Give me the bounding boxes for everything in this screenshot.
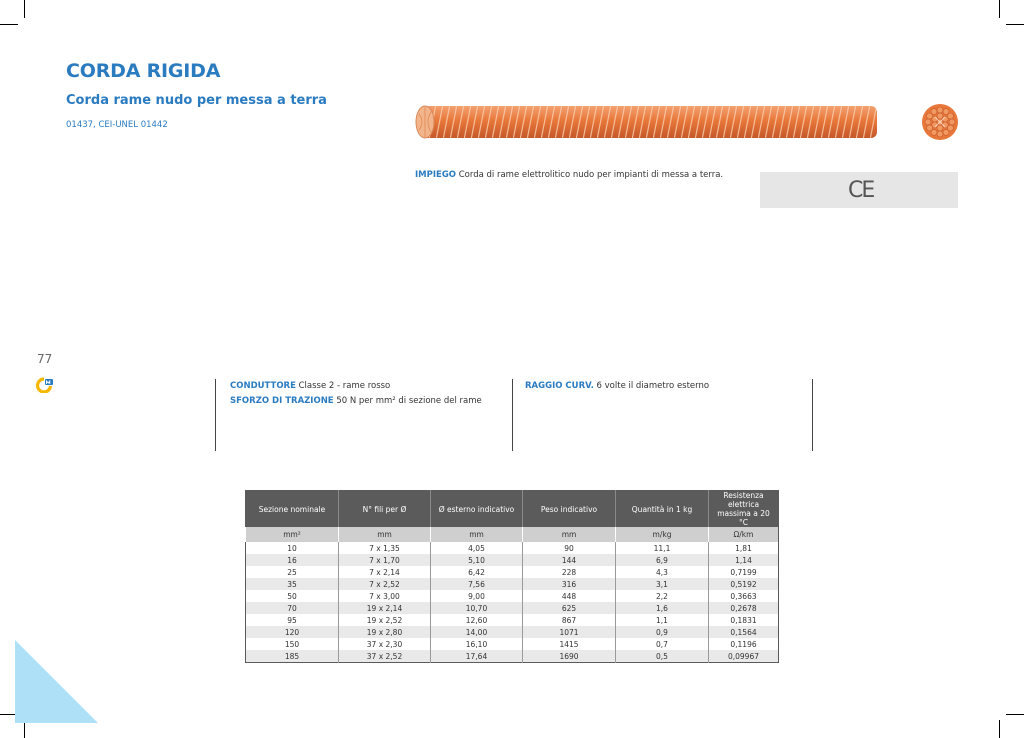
divider [215,379,216,451]
table-cell: 0,3663 [709,590,779,602]
bend-radius-text: 6 volte il diametro esterno [593,381,710,391]
table-cell: 228 [523,566,616,578]
header-section: Sezione nominale [246,491,339,528]
divider [812,379,813,451]
crop-mark [24,0,25,18]
table-cell: 1415 [523,638,616,650]
table-cell: 0,7199 [709,566,779,578]
table-cell: 25 [246,566,339,578]
table-header-row [246,491,779,528]
spec-tensile [230,394,482,409]
table-cell: 7 x 2,14 [339,566,431,578]
table-cell: 35 [246,578,339,590]
spec-bend-radius [525,379,709,394]
table-cell: 185 [246,650,339,663]
unit-cell: Ω/km [709,527,779,542]
table-cell: 0,5 [616,650,709,663]
company-logo-icon [36,377,54,393]
table-cell: 0,1831 [709,614,779,626]
bend-radius-label: RAGGIO CURV. [525,381,594,391]
table-cell: 5,10 [431,554,523,566]
table-row [246,614,779,626]
table-cell: 0,2678 [709,602,779,614]
header-quantity: Quantità in 1 kg [616,491,709,528]
table-cell: 90 [523,542,616,554]
table-cell: 37 x 2,52 [339,650,431,663]
crop-mark [999,0,1000,18]
unit-cell: mm² [246,527,339,542]
table-cell: 1,14 [709,554,779,566]
table-cell: 7 x 3,00 [339,590,431,602]
spec-conductor [230,379,482,394]
table-cell: 1690 [523,650,616,663]
header-resistance: Resistenza elettrica massima a 20 °C [709,491,779,528]
unit-cell: mm [523,527,616,542]
table-cell: 37 x 2,30 [339,638,431,650]
table-cell: 448 [523,590,616,602]
norms-reference: 01437, CEI-UNEL 01442 [66,120,168,130]
table-cell: 12,60 [431,614,523,626]
unit-cell: m/kg [616,527,709,542]
table-units-row [246,527,779,542]
header-weight: Peso indicativo [523,491,616,528]
table-cell: 1,6 [616,602,709,614]
crop-mark [1006,714,1024,715]
table-cell: 150 [246,638,339,650]
conductor-text: Classe 2 - rame rosso [295,381,391,391]
table-row [246,626,779,638]
header-diameter: Ø esterno indicativo [431,491,523,528]
table-cell: 1,81 [709,542,779,554]
table-cell: 625 [523,602,616,614]
unit-cell: mm [431,527,523,542]
table-cell: 14,00 [431,626,523,638]
table-cell: 867 [523,614,616,626]
table-cell: 50 [246,590,339,602]
crop-mark [999,720,1000,738]
page-subtitle: Corda rame nudo per messa a terra [66,93,327,108]
table-row [246,542,779,554]
table-cell: 16,10 [431,638,523,650]
table-cell: 10 [246,542,339,554]
tensile-label: SFORZO DI TRAZIONE [230,396,334,406]
table-cell: 0,5192 [709,578,779,590]
crop-mark [1006,24,1024,25]
conductor-label: CONDUTTORE [230,381,296,391]
table-row [246,590,779,602]
table-cell: 0,09967 [709,650,779,663]
table-cell: 11,1 [616,542,709,554]
table-row [246,602,779,614]
table-cell: 19 x 2,52 [339,614,431,626]
table-cell: 9,00 [431,590,523,602]
table-cell: 1071 [523,626,616,638]
table-body [246,542,779,663]
table-row [246,578,779,590]
table-cell: 316 [523,578,616,590]
table-cell: 0,1564 [709,626,779,638]
table-cell: 3,1 [616,578,709,590]
table-cell: 19 x 2,80 [339,626,431,638]
table-cell: 4,3 [616,566,709,578]
usage-label: IMPIEGO [415,170,457,180]
usage-description [415,170,723,180]
header-wires: N° fili per Ø [339,491,431,528]
table-cell: 19 x 2,14 [339,602,431,614]
divider [512,379,513,451]
usage-text: Corda di rame elettrolitico nudo per impianti di messa a terra. [456,170,724,180]
table-cell: 0,1196 [709,638,779,650]
technical-data-table [245,490,779,663]
table-cell: 0,7 [616,638,709,650]
corner-decoration [15,640,98,723]
table-cell: 70 [246,602,339,614]
spec-left [230,379,482,409]
table-cell: 2,2 [616,590,709,602]
table-cell: 6,9 [616,554,709,566]
table-row [246,650,779,663]
tensile-text: 50 N per mm² di sezione del rame [333,396,482,406]
table-cell: 1,1 [616,614,709,626]
unit-cell: mm [339,527,431,542]
table-cell: 95 [246,614,339,626]
table-cell: 120 [246,626,339,638]
table-cell: 0,9 [616,626,709,638]
table-cell: 144 [523,554,616,566]
table-row [246,554,779,566]
table-cell: 4,05 [431,542,523,554]
table-cell: 10,70 [431,602,523,614]
table-cell: 6,42 [431,566,523,578]
copper-cable-image [415,104,879,140]
table-cell: 7 x 2,52 [339,578,431,590]
page-number: 77 [37,352,53,366]
page-title: CORDA RIGIDA [66,60,221,82]
table-cell: 16 [246,554,339,566]
table-row [246,566,779,578]
table-cell: 7 x 1,35 [339,542,431,554]
table-row [246,638,779,650]
ce-mark-icon: CE [848,178,874,203]
table-cell: 7,56 [431,578,523,590]
spec-right [525,379,709,394]
crop-mark [0,24,18,25]
table-cell: 17,64 [431,650,523,663]
cable-cross-section-image [921,103,959,141]
table-cell: 7 x 1,70 [339,554,431,566]
